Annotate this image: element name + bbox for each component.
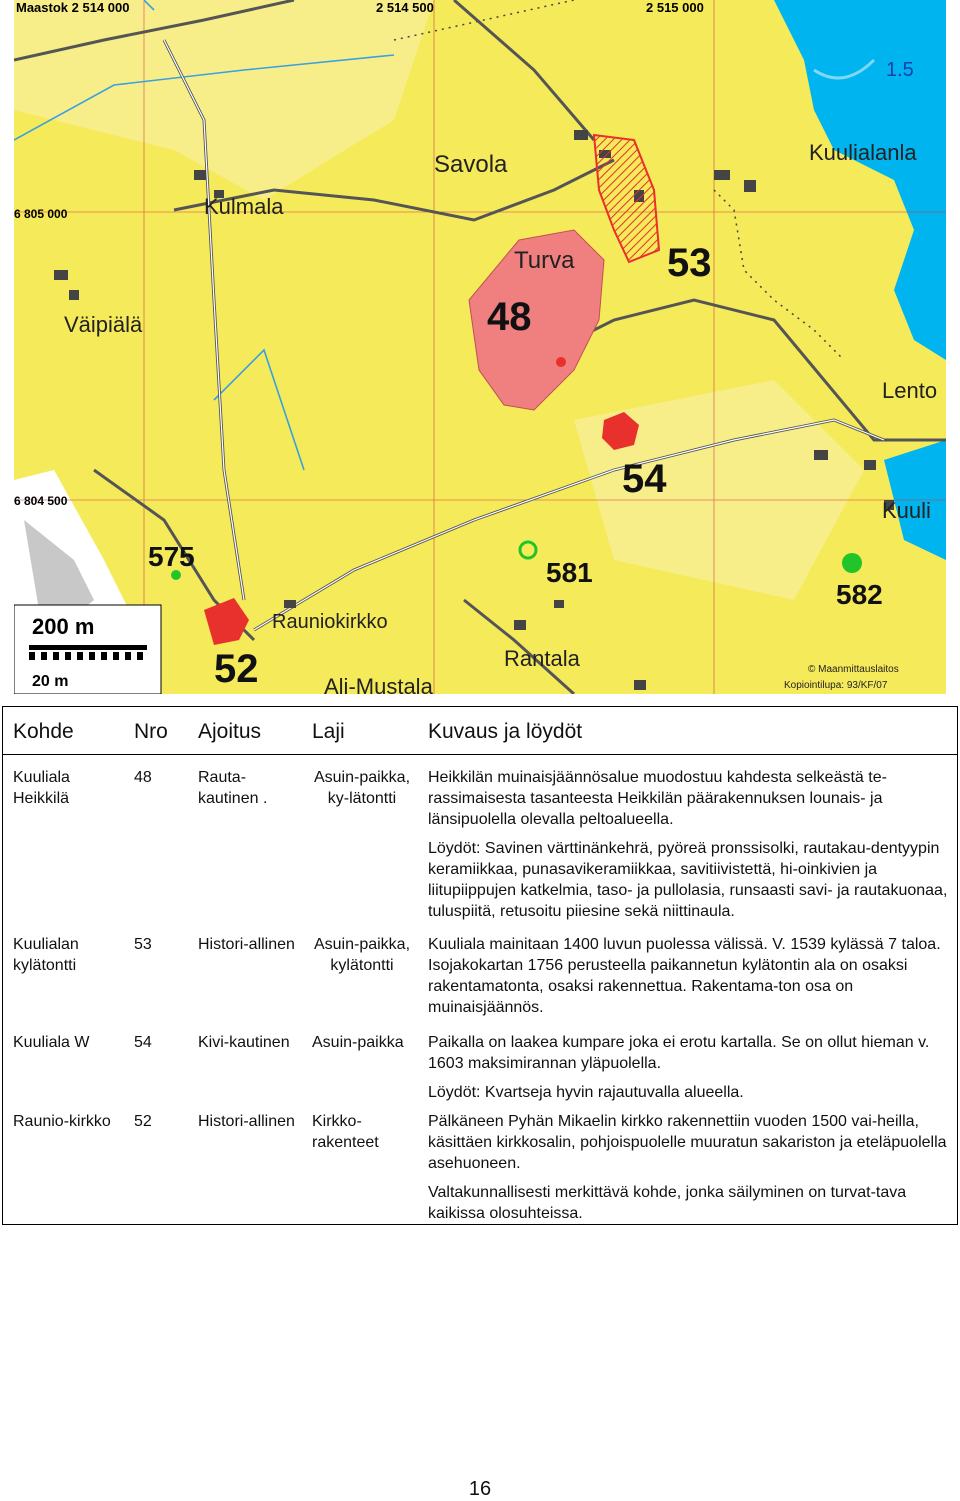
lake-depth: 1.5 — [886, 59, 914, 81]
grid-label: 6 804 500 — [14, 494, 68, 508]
page-number: 16 — [468, 1478, 492, 1500]
copyright: Kopiointilupa: 93/KF/07 — [784, 680, 888, 691]
cell-nro: 53 — [134, 936, 152, 953]
description-paragraph: Heikkilän muinaisjäännösalue muodostuu kahdesta selkeästä te-rassimaisesta tasanteesta Heikkilän päärakennuksen lounais- ja länsipuolella olevalla peltoalueella. — [428, 769, 887, 828]
place-name: Väipiälä — [64, 312, 143, 337]
header-kohde: Kohde — [3, 707, 125, 755]
cell-kohde: Kuuliala Heikkilä — [13, 769, 70, 807]
cell-ajoitus: Histori-allinen — [198, 1113, 295, 1130]
cell-kuvaus — [418, 755, 958, 931]
place-name: Turva — [514, 247, 575, 274]
header-nro: Nro — [124, 707, 188, 755]
scale-label: 20 m — [32, 673, 69, 690]
table-row — [3, 755, 958, 931]
cell-laji: Asuin-paikka — [312, 1034, 404, 1051]
site-number: 582 — [836, 579, 883, 610]
cell-ajoitus: Kivi-kautinen — [198, 1034, 290, 1051]
grid-label: 6 805 000 — [14, 207, 68, 221]
table-row — [3, 930, 958, 1026]
cell-kohde: Raunio-kirkko — [13, 1113, 111, 1130]
place-name: Ali-Mustala — [324, 674, 433, 694]
place-name: Rauniokirkko — [272, 611, 388, 633]
site-number: 54 — [622, 457, 667, 501]
grid-label: 2 515 000 — [646, 0, 704, 15]
header-laji: Laji — [302, 707, 418, 755]
table-header-row — [3, 707, 958, 755]
scale-label: 200 m — [32, 614, 95, 639]
cell-laji: Kirkko-rakenteet — [312, 1113, 379, 1151]
description-paragraph: Kuuliala mainitaan 1400 luvun puolessa välissä. V. 1539 kylässä 7 taloa. Isojakokartan 1756 perusteella paikannetun kylätontin ala on osaksi rakentamatonta, osaksi rakennettua. Rakentama-ton osa on muinaisjäännös. — [428, 936, 941, 1016]
header-ajoitus: Ajoitus — [188, 707, 302, 755]
place-name: Kuulialanla — [809, 140, 917, 165]
cell-ajoitus: Rauta-kautinen . — [198, 769, 268, 807]
cell-nro: 48 — [134, 769, 152, 786]
place-name: Lento — [882, 378, 938, 403]
grid-label: 2 514 500 — [376, 0, 434, 15]
finds-paragraph: Löydöt: Kvartseja hyvin rajautuvalla alueella. — [428, 1084, 744, 1101]
place-name: Kulmala — [204, 194, 284, 219]
site-582-marker — [842, 553, 862, 573]
cell-laji: Asuin-paikka, kylätontti — [313, 936, 411, 974]
grid-label: Maastok 2 514 000 — [16, 0, 130, 15]
cell-nro: 54 — [134, 1034, 152, 1051]
site-number: 48 — [487, 295, 532, 339]
cell-ajoitus: Histori-allinen — [198, 936, 295, 953]
cell-nro: 52 — [134, 1113, 152, 1130]
site-number: 575 — [148, 541, 195, 572]
place-name: Kuuli — [882, 498, 931, 523]
cell-kohde: Kuuliala W — [13, 1034, 90, 1051]
cell-kohde: Kuulialan kylätontti — [13, 936, 79, 974]
table-row — [3, 1026, 958, 1111]
table-row — [3, 1111, 958, 1225]
place-name: Savola — [434, 151, 508, 178]
sites-table — [2, 706, 958, 1225]
significance-paragraph: Valtakunnallisesti merkittävä kohde, jonka säilyminen on turvat-tava kaikissa olosuhteissa. — [428, 1184, 907, 1222]
archaeological-map — [14, 0, 946, 694]
cell-kuvaus — [418, 1111, 958, 1225]
site-number: 581 — [546, 557, 593, 588]
description-paragraph: Paikalla on laakea kumpare joka ei erotu kartalla. Se on ollut hieman v. 1603 maksimirannan yläpuolella. — [428, 1034, 930, 1072]
header-kuvaus: Kuvaus ja löydöt — [418, 707, 958, 755]
place-name: Rantala — [504, 646, 580, 671]
cell-kuvaus — [418, 930, 958, 1026]
site-number: 52 — [214, 647, 259, 691]
cell-kuvaus — [418, 1026, 958, 1111]
finds-paragraph: Löydöt: Savinen värttinänkehrä, pyöreä pronssisolki, rautakau-dentyypin keramiikkaa, punasavikeramiikkaa, savitiivistettä, hi-oinkivien ja liitupiippujen katkelmia, taso- ja pullolasia, runsaasti savi- ja rautakuonaa, tuluspiitä, retusoitu piiesine sekä niittinaula. — [428, 840, 948, 920]
description-paragraph: Pälkäneen Pyhän Mikaelin kirkko rakennettiin vuoden 1500 vai-heilla, käsittäen kirkkosalin, pohjoispuolelle muuratun sakariston ja eteläpuolella asehuoneen. — [428, 1113, 947, 1172]
site-number: 53 — [667, 241, 712, 285]
copyright: © Maanmittauslaitos — [808, 664, 899, 675]
cell-laji: Asuin-paikka, ky-lätontti — [313, 769, 411, 807]
